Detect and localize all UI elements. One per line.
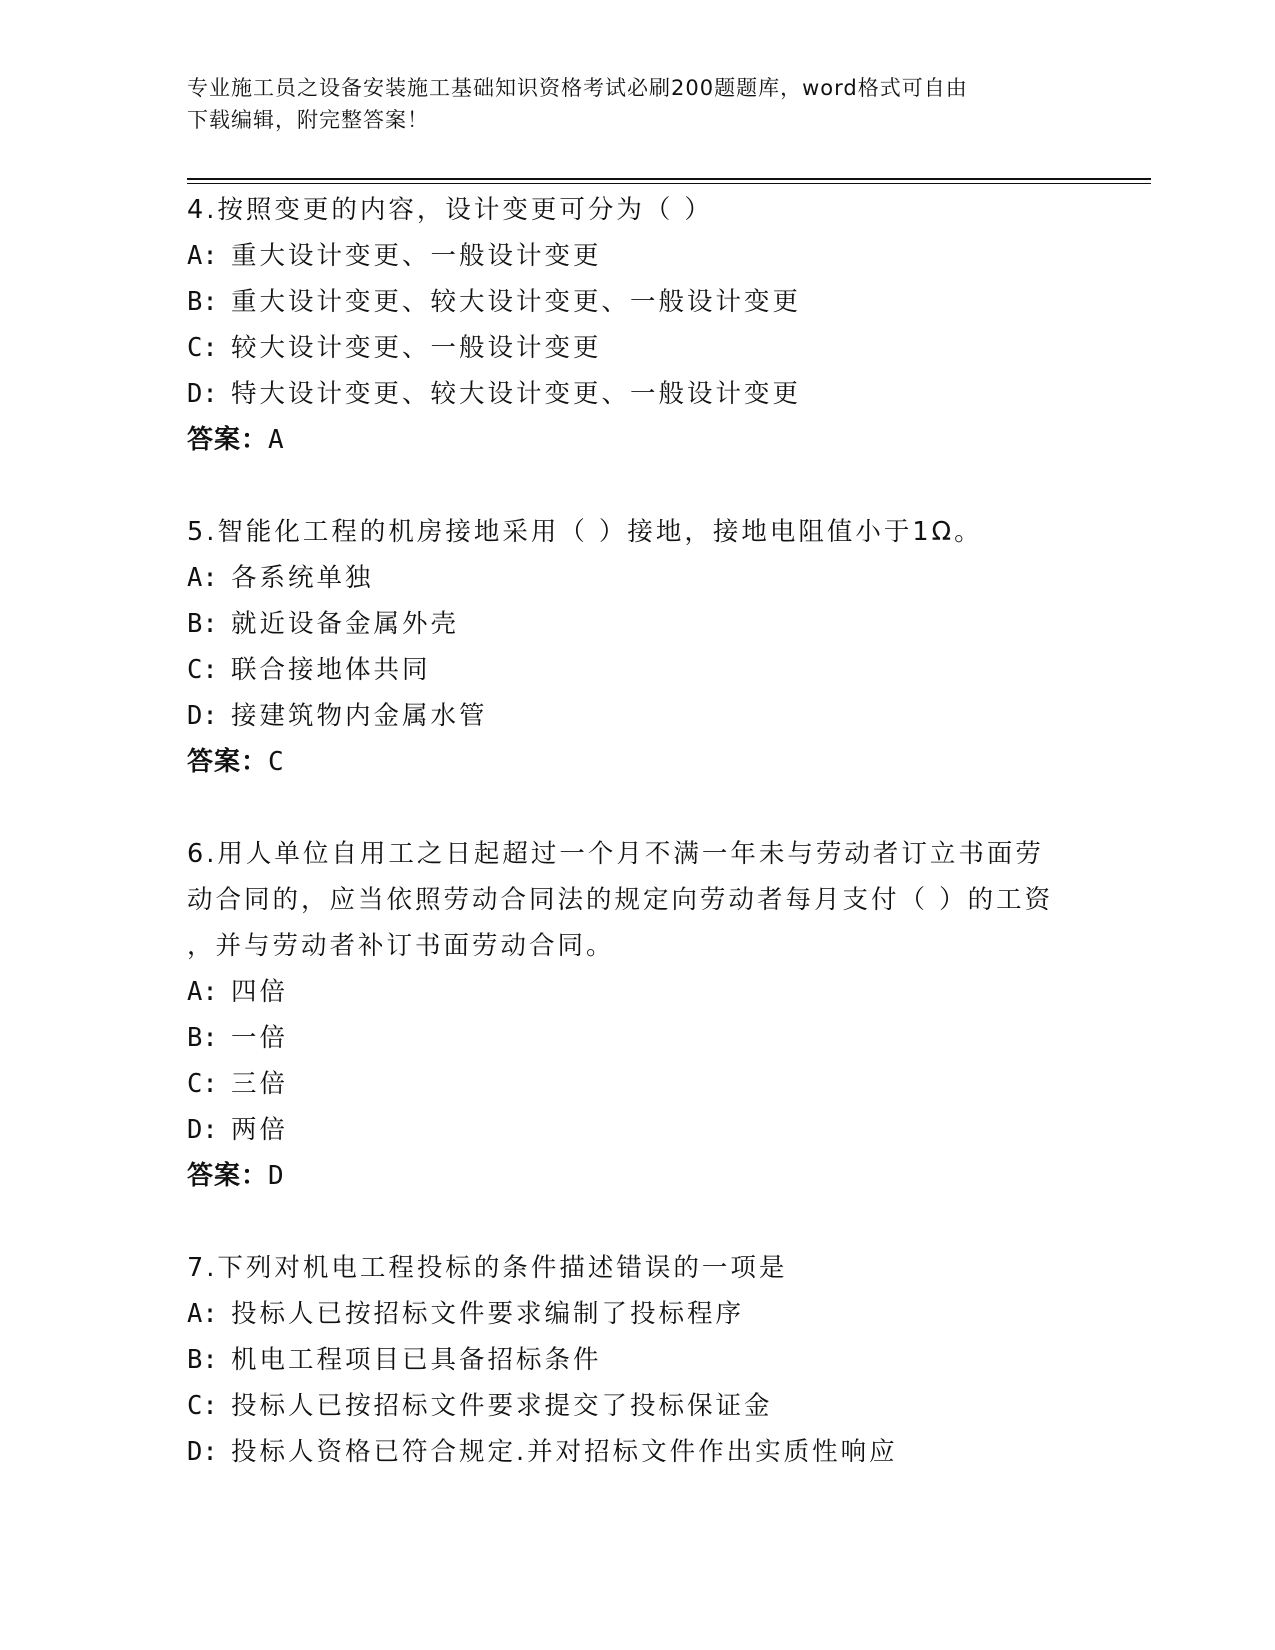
option-key: B:: [187, 287, 218, 317]
option-key: A:: [187, 563, 218, 593]
answer-label: 答案：: [187, 747, 269, 777]
option-text: 较大设计变更、一般设计变更: [231, 333, 602, 363]
answer-value: D: [268, 1161, 285, 1191]
option-key: B:: [187, 609, 218, 639]
option-c: [187, 647, 1087, 693]
question-6: [187, 831, 1087, 1199]
option-text: 投标人已按招标文件要求提交了投标保证金: [231, 1391, 773, 1421]
option-text: 一倍: [231, 1023, 289, 1053]
option-text: 重大设计变更、一般设计变更: [231, 241, 602, 271]
answer-value: A: [268, 425, 285, 455]
question-5: [187, 509, 1087, 785]
option-d: [187, 693, 1087, 739]
option-text: 就近设备金属外壳: [231, 609, 460, 639]
answer-line: [187, 417, 1087, 463]
option-a: [187, 555, 1087, 601]
option-text: 投标人已按招标文件要求编制了投标程序: [231, 1299, 745, 1329]
option-key: C:: [187, 655, 218, 685]
option-text: 投标人资格已符合规定.并对招标文件作出实质性响应: [231, 1437, 898, 1467]
option-key: A:: [187, 241, 218, 271]
option-text: 重大设计变更、较大设计变更、一般设计变更: [231, 287, 802, 317]
option-c: [187, 325, 1087, 371]
question-stem-line-2: 动合同的，应当依照劳动合同法的规定向劳动者每月支付（ ）的工资: [187, 885, 1054, 915]
option-key: D:: [187, 1437, 218, 1467]
question-list: [187, 187, 1087, 1521]
header-rule-thin: [187, 183, 1151, 184]
option-text: 四倍: [231, 977, 289, 1007]
question-stem: 4.按照变更的内容，设计变更可分为（ ）: [187, 195, 713, 225]
option-c: [187, 1061, 1087, 1107]
option-text: 特大设计变更、较大设计变更、一般设计变更: [231, 379, 802, 409]
option-key: A:: [187, 977, 218, 1007]
option-key: C:: [187, 1391, 218, 1421]
option-key: D:: [187, 1115, 218, 1145]
question-4: [187, 187, 1087, 463]
option-key: C:: [187, 1069, 218, 1099]
question-stem-line-3: ，并与劳动者补订书面劳动合同。: [187, 931, 615, 961]
option-a: [187, 1291, 1087, 1337]
option-key: D:: [187, 379, 218, 409]
answer-line: [187, 1153, 1087, 1199]
question-stem: 5.智能化工程的机房接地采用（ ）接地，接地电阻值小于1Ω。: [187, 517, 983, 547]
header-line-1: 专业施工员之设备安装施工基础知识资格考试必刷200题题库，word格式可自由: [187, 76, 968, 100]
option-b: [187, 279, 1087, 325]
option-d: [187, 1429, 1087, 1475]
option-b: [187, 601, 1087, 647]
answer-label: 答案：: [187, 1161, 269, 1191]
answer-label: 答案：: [187, 425, 269, 455]
answer-value: C: [268, 747, 285, 777]
option-text: 各系统单独: [231, 563, 374, 593]
option-d: [187, 1107, 1087, 1153]
question-7: [187, 1245, 1087, 1475]
option-key: B:: [187, 1023, 218, 1053]
option-key: B:: [187, 1345, 218, 1375]
option-key: C:: [187, 333, 218, 363]
option-text: 两倍: [231, 1115, 289, 1145]
question-stem-line-1: 6.用人单位自用工之日起超过一个月不满一年未与劳动者订立书面劳: [187, 839, 1044, 869]
option-key: A:: [187, 1299, 218, 1329]
option-text: 机电工程项目已具备招标条件: [231, 1345, 602, 1375]
option-a: [187, 233, 1087, 279]
answer-line: [187, 739, 1087, 785]
option-text: 三倍: [231, 1069, 289, 1099]
option-d: [187, 371, 1087, 417]
option-c: [187, 1383, 1087, 1429]
option-text: 联合接地体共同: [231, 655, 431, 685]
option-b: [187, 1015, 1087, 1061]
header-line-2: 下载编辑，附完整答案！: [187, 108, 429, 132]
document-header: [187, 72, 1087, 136]
option-b: [187, 1337, 1087, 1383]
header-rule-thick: [187, 178, 1151, 180]
option-key: D:: [187, 701, 218, 731]
question-stem: 7.下列对机电工程投标的条件描述错误的一项是: [187, 1253, 788, 1283]
option-text: 接建筑物内金属水管: [231, 701, 488, 731]
option-a: [187, 969, 1087, 1015]
